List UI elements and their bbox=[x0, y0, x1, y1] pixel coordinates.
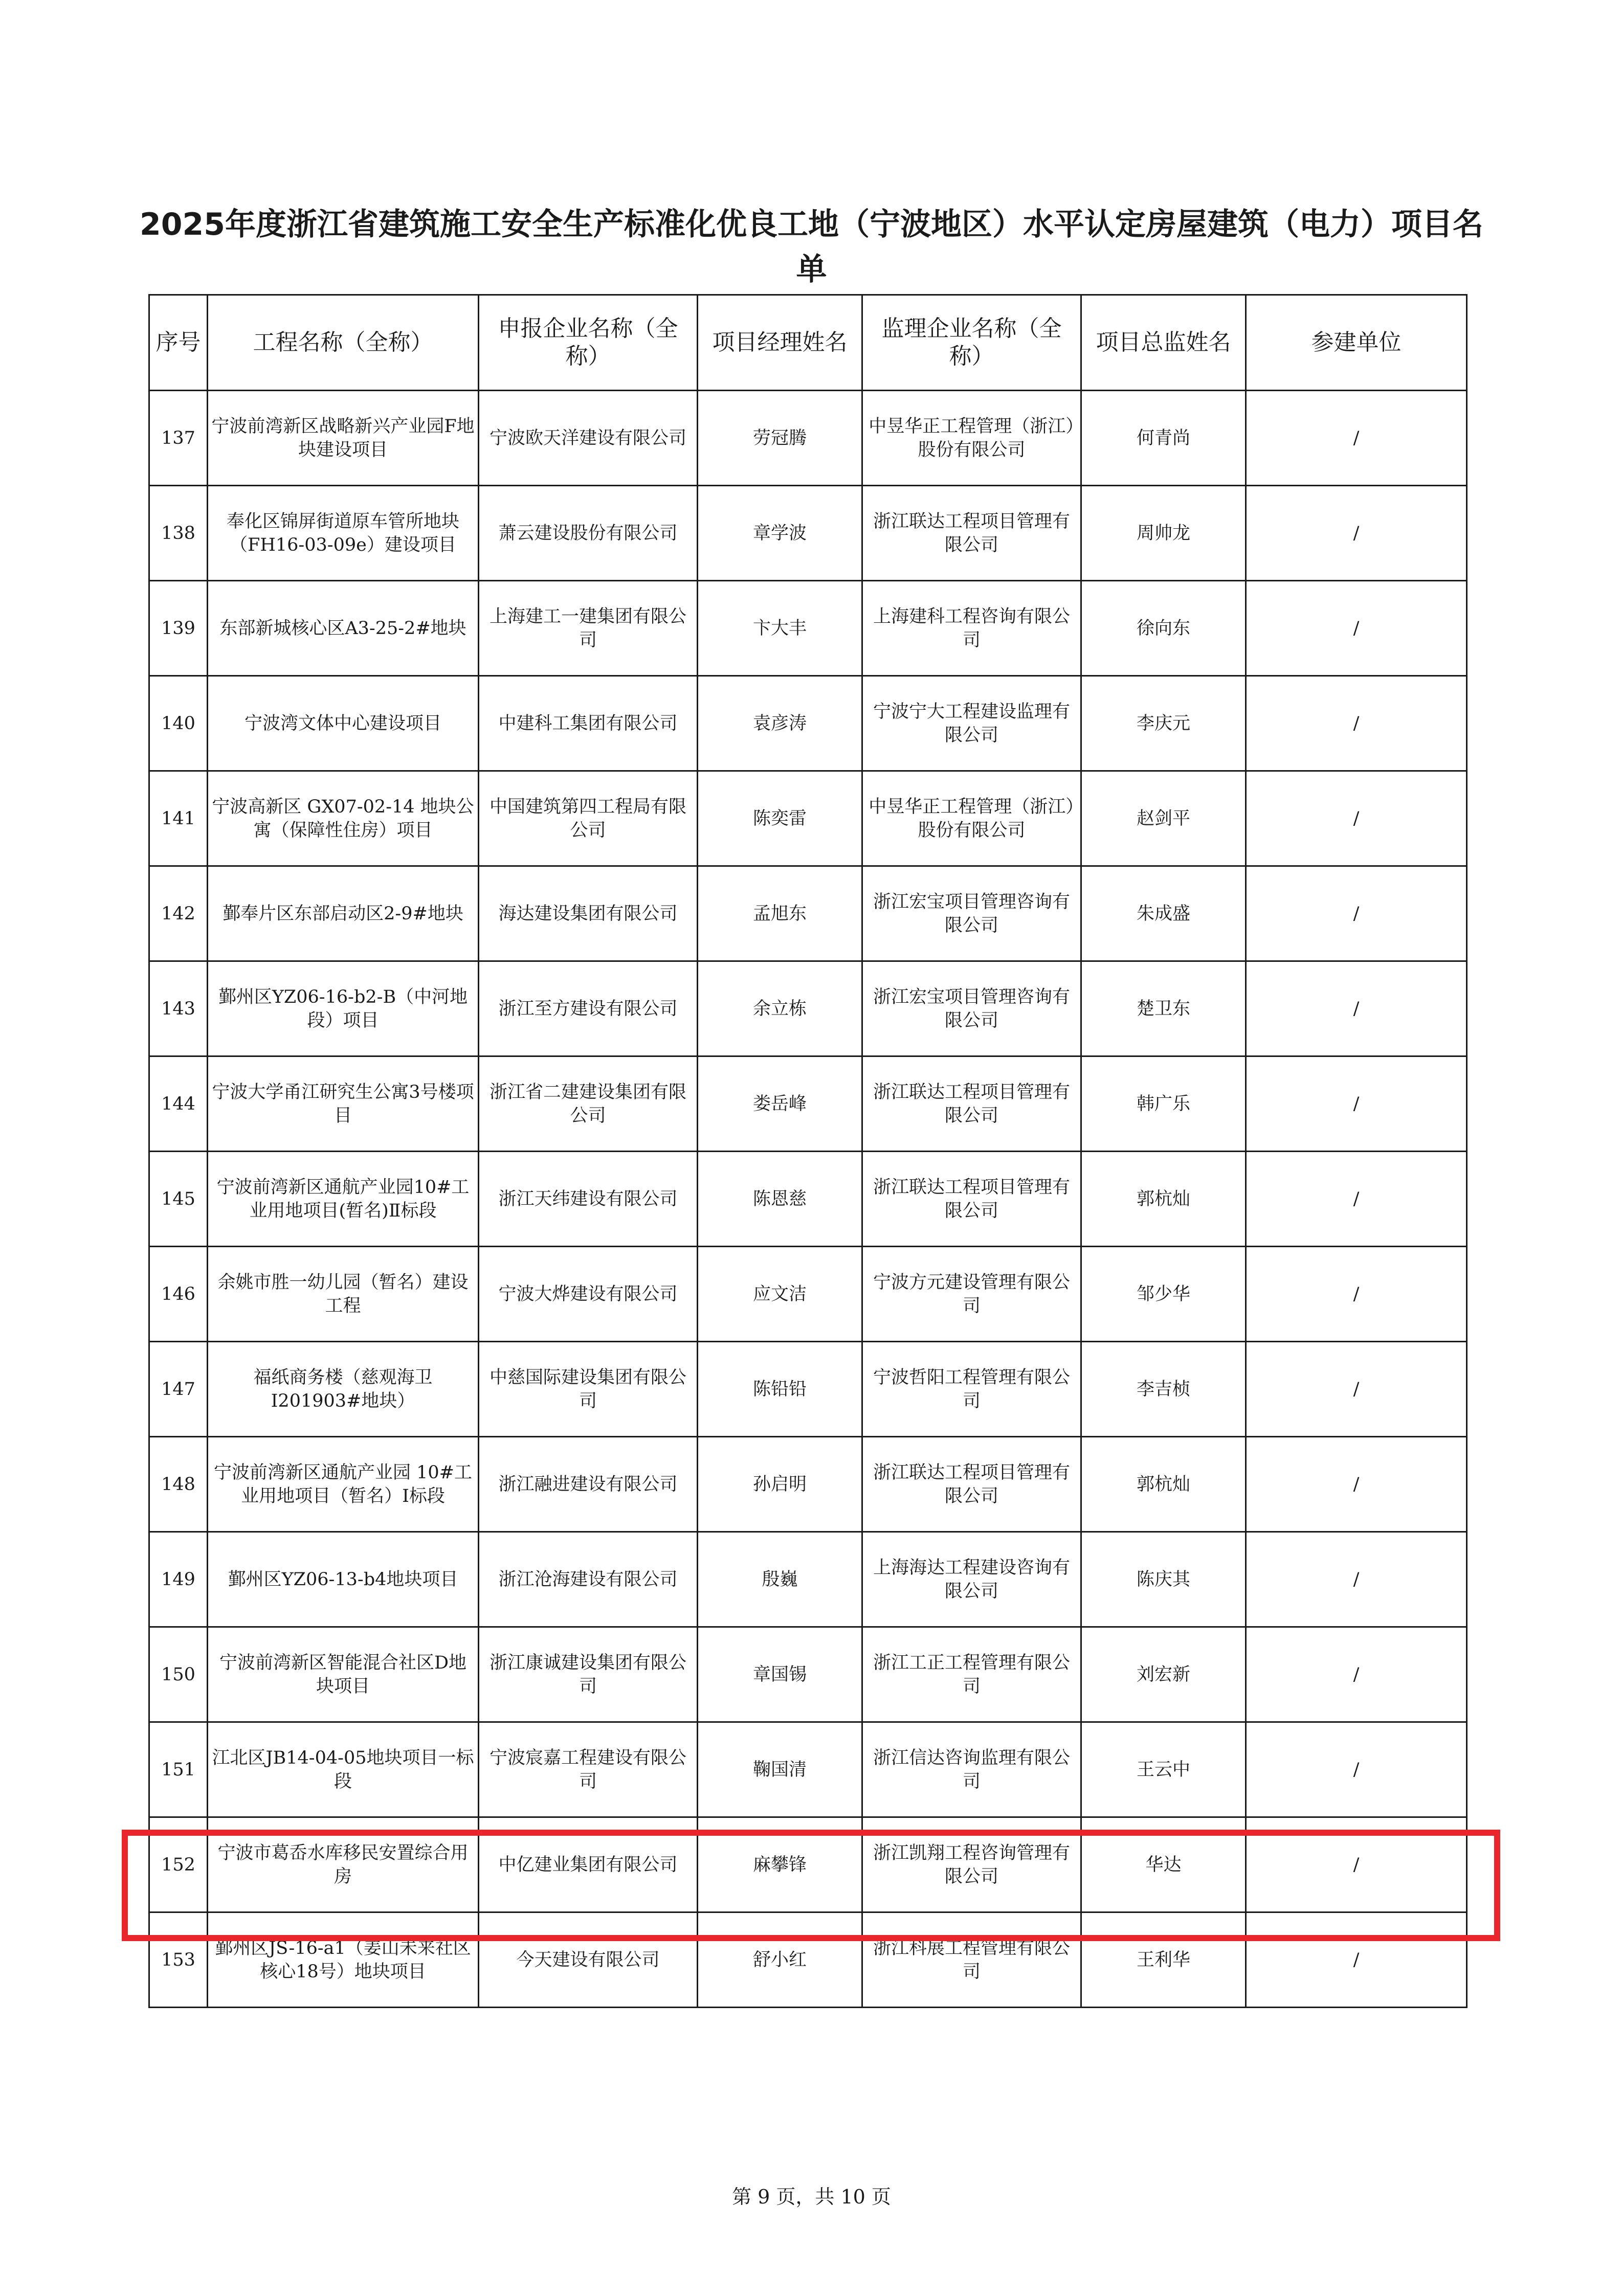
page-footer: 第 9 页，共 10 页 bbox=[732, 2186, 891, 2208]
cell-applicant: 中建科工集团有限公司 bbox=[479, 676, 698, 771]
cell-director: 郭杭灿 bbox=[1081, 1152, 1246, 1247]
cell-applicant: 萧云建设股份有限公司 bbox=[479, 486, 698, 581]
cell-supervisor: 宁波宁大工程建设监理有限公司 bbox=[862, 676, 1081, 771]
cell-project: 宁波高新区 GX07-02-14 地块公寓（保障性住房）项目 bbox=[208, 771, 479, 866]
cell-supervisor: 中昱华正工程管理（浙江）股份有限公司 bbox=[862, 391, 1081, 486]
cell-applicant: 中慈国际建设集团有限公司 bbox=[479, 1342, 698, 1437]
cell-applicant: 中亿建业集团有限公司 bbox=[479, 1817, 698, 1912]
cell-participant: / bbox=[1246, 1247, 1467, 1342]
cell-project: 宁波大学甬江研究生公寓3号楼项目 bbox=[208, 1056, 479, 1152]
table-row bbox=[149, 581, 1467, 676]
cell-project: 鄞奉片区东部启动区2-9#地块 bbox=[208, 866, 479, 961]
cell-participant: / bbox=[1246, 391, 1467, 486]
cell-manager: 陈奕雷 bbox=[698, 771, 862, 866]
cell-applicant: 浙江省二建建设集团有限公司 bbox=[479, 1056, 698, 1152]
cell-manager: 应文洁 bbox=[698, 1247, 862, 1342]
cell-no: 138 bbox=[149, 486, 208, 581]
cell-manager: 陈铅铅 bbox=[698, 1342, 862, 1437]
cell-director: 朱成盛 bbox=[1081, 866, 1246, 961]
cell-manager: 劳冠腾 bbox=[698, 391, 862, 486]
cell-director: 郭杭灿 bbox=[1081, 1437, 1246, 1532]
cell-participant: / bbox=[1246, 1817, 1467, 1912]
cell-supervisor: 宁波方元建设管理有限公司 bbox=[862, 1247, 1081, 1342]
cell-no: 147 bbox=[149, 1342, 208, 1437]
header-project: 工程名称（全称） bbox=[208, 295, 479, 391]
table-row bbox=[149, 1056, 1467, 1152]
cell-manager: 麻攀锋 bbox=[698, 1817, 862, 1912]
cell-supervisor: 浙江工正工程管理有限公司 bbox=[862, 1627, 1081, 1722]
cell-manager: 娄岳峰 bbox=[698, 1056, 862, 1152]
cell-participant: / bbox=[1246, 1342, 1467, 1437]
cell-supervisor: 上海建科工程咨询有限公司 bbox=[862, 581, 1081, 676]
cell-director: 华达 bbox=[1081, 1817, 1246, 1912]
cell-director: 何青尚 bbox=[1081, 391, 1246, 486]
cell-applicant: 中国建筑第四工程局有限公司 bbox=[479, 771, 698, 866]
cell-manager: 余立栋 bbox=[698, 961, 862, 1056]
cell-supervisor: 浙江联达工程项目管理有限公司 bbox=[862, 1056, 1081, 1152]
cell-participant: / bbox=[1246, 866, 1467, 961]
cell-supervisor: 浙江信达咨询监理有限公司 bbox=[862, 1722, 1081, 1817]
cell-project: 宁波前湾新区通航产业园 10#工业用地项目（暂名）Ⅰ标段 bbox=[208, 1437, 479, 1532]
cell-manager: 孙启明 bbox=[698, 1437, 862, 1532]
cell-participant: / bbox=[1246, 581, 1467, 676]
cell-participant: / bbox=[1246, 771, 1467, 866]
cell-director: 赵剑平 bbox=[1081, 771, 1246, 866]
table-row bbox=[149, 866, 1467, 961]
cell-no: 145 bbox=[149, 1152, 208, 1247]
cell-manager: 鞠国清 bbox=[698, 1722, 862, 1817]
cell-director: 李庆元 bbox=[1081, 676, 1246, 771]
header-supervisor: 监理企业名称（全称） bbox=[862, 295, 1081, 391]
cell-project: 宁波湾文体中心建设项目 bbox=[208, 676, 479, 771]
cell-participant: / bbox=[1246, 676, 1467, 771]
cell-no: 148 bbox=[149, 1437, 208, 1532]
cell-manager: 卞大丰 bbox=[698, 581, 862, 676]
cell-participant: / bbox=[1246, 1722, 1467, 1817]
page-title: 2025年度浙江省建筑施工安全生产标准化优良工地（宁波地区）水平认定房屋建筑（电力）项目名单 bbox=[140, 207, 1483, 287]
cell-applicant: 浙江天纬建设有限公司 bbox=[479, 1152, 698, 1247]
table-row bbox=[149, 961, 1467, 1056]
cell-applicant: 浙江至方建设有限公司 bbox=[479, 961, 698, 1056]
cell-supervisor: 浙江联达工程项目管理有限公司 bbox=[862, 486, 1081, 581]
cell-manager: 章学波 bbox=[698, 486, 862, 581]
cell-participant: / bbox=[1246, 486, 1467, 581]
cell-applicant: 宁波欧天洋建设有限公司 bbox=[479, 391, 698, 486]
cell-director: 李吉桢 bbox=[1081, 1342, 1246, 1437]
cell-project: 宁波前湾新区通航产业园10#工业用地项目(暂名)Ⅱ标段 bbox=[208, 1152, 479, 1247]
cell-no: 151 bbox=[149, 1722, 208, 1817]
cell-director: 周帅龙 bbox=[1081, 486, 1246, 581]
cell-director: 王云中 bbox=[1081, 1722, 1246, 1817]
cell-supervisor: 浙江联达工程项目管理有限公司 bbox=[862, 1152, 1081, 1247]
cell-supervisor: 浙江凯翔工程咨询管理有限公司 bbox=[862, 1817, 1081, 1912]
cell-applicant: 浙江沧海建设有限公司 bbox=[479, 1532, 698, 1627]
cell-no: 149 bbox=[149, 1532, 208, 1627]
cell-director: 陈庆其 bbox=[1081, 1532, 1246, 1627]
cell-participant: / bbox=[1246, 1437, 1467, 1532]
table-row bbox=[149, 1342, 1467, 1437]
cell-director: 楚卫东 bbox=[1081, 961, 1246, 1056]
cell-no: 142 bbox=[149, 866, 208, 961]
cell-participant: / bbox=[1246, 1627, 1467, 1722]
cell-project: 江北区JB14-04-05地块项目一标段 bbox=[208, 1722, 479, 1817]
cell-participant: / bbox=[1246, 1152, 1467, 1247]
cell-project: 余姚市胜一幼儿园（暂名）建设工程 bbox=[208, 1247, 479, 1342]
table-row bbox=[149, 1722, 1467, 1817]
cell-manager: 章国锡 bbox=[698, 1627, 862, 1722]
cell-project: 宁波前湾新区智能混合社区D地块项目 bbox=[208, 1627, 479, 1722]
cell-supervisor: 浙江联达工程项目管理有限公司 bbox=[862, 1437, 1081, 1532]
cell-participant: / bbox=[1246, 1056, 1467, 1152]
cell-manager: 孟旭东 bbox=[698, 866, 862, 961]
cell-no: 140 bbox=[149, 676, 208, 771]
cell-supervisor: 上海海达工程建设咨询有限公司 bbox=[862, 1532, 1081, 1627]
header-no: 序号 bbox=[149, 295, 208, 391]
cell-supervisor: 中昱华正工程管理（浙江）股份有限公司 bbox=[862, 771, 1081, 866]
cell-applicant: 浙江融进建设有限公司 bbox=[479, 1437, 698, 1532]
cell-manager: 陈恩慈 bbox=[698, 1152, 862, 1247]
cell-participant: / bbox=[1246, 1532, 1467, 1627]
cell-supervisor: 浙江宏宝项目管理咨询有限公司 bbox=[862, 866, 1081, 961]
cell-project: 东部新城核心区A3-25-2#地块 bbox=[208, 581, 479, 676]
cell-no: 141 bbox=[149, 771, 208, 866]
project-table bbox=[148, 294, 1468, 2008]
cell-project: 鄞州区YZ06-16-b2-B（中河地段）项目 bbox=[208, 961, 479, 1056]
cell-applicant: 宁波宸嘉工程建设有限公司 bbox=[479, 1722, 698, 1817]
cell-participant: / bbox=[1246, 1912, 1467, 2008]
cell-manager: 袁彦涛 bbox=[698, 676, 862, 771]
table-row bbox=[149, 771, 1467, 866]
cell-project: 奉化区锦屏街道原车管所地块（FH16-03-09e）建设项目 bbox=[208, 486, 479, 581]
table-row bbox=[149, 486, 1467, 581]
table-row bbox=[149, 1532, 1467, 1627]
highlight-box bbox=[122, 1830, 1500, 1941]
cell-director: 刘宏新 bbox=[1081, 1627, 1246, 1722]
cell-applicant: 上海建工一建集团有限公司 bbox=[479, 581, 698, 676]
cell-no: 139 bbox=[149, 581, 208, 676]
cell-supervisor: 宁波哲阳工程管理有限公司 bbox=[862, 1342, 1081, 1437]
table-row bbox=[149, 1247, 1467, 1342]
cell-no: 146 bbox=[149, 1247, 208, 1342]
cell-no: 152 bbox=[149, 1817, 208, 1912]
table-row bbox=[149, 1627, 1467, 1722]
cell-applicant: 海达建设集团有限公司 bbox=[479, 866, 698, 961]
cell-manager: 舒小红 bbox=[698, 1912, 862, 2008]
cell-director: 邹少华 bbox=[1081, 1247, 1246, 1342]
cell-no: 150 bbox=[149, 1627, 208, 1722]
cell-applicant: 宁波大烨建设有限公司 bbox=[479, 1247, 698, 1342]
cell-no: 144 bbox=[149, 1056, 208, 1152]
cell-no: 143 bbox=[149, 961, 208, 1056]
cell-project: 宁波市葛岙水库移民安置综合用房 bbox=[208, 1817, 479, 1912]
cell-project: 鄞州区JS-16-a1（姜山未来社区核心18号）地块项目 bbox=[208, 1912, 479, 2008]
cell-no: 137 bbox=[149, 391, 208, 486]
header-participant: 参建单位 bbox=[1246, 295, 1467, 391]
header-applicant: 申报企业名称（全称） bbox=[479, 295, 698, 391]
cell-director: 王利华 bbox=[1081, 1912, 1246, 2008]
cell-no: 153 bbox=[149, 1912, 208, 2008]
cell-project: 福纸商务楼（慈观海卫I201903#地块） bbox=[208, 1342, 479, 1437]
cell-applicant: 浙江康诚建设集团有限公司 bbox=[479, 1627, 698, 1722]
table-row bbox=[149, 391, 1467, 486]
cell-project: 宁波前湾新区战略新兴产业园F地块建设项目 bbox=[208, 391, 479, 486]
table-row bbox=[149, 676, 1467, 771]
cell-director: 徐向东 bbox=[1081, 581, 1246, 676]
cell-applicant: 今天建设有限公司 bbox=[479, 1912, 698, 2008]
cell-manager: 殷巍 bbox=[698, 1532, 862, 1627]
table-row bbox=[149, 1437, 1467, 1532]
cell-supervisor: 浙江科展工程管理有限公司 bbox=[862, 1912, 1081, 2008]
cell-director: 韩广乐 bbox=[1081, 1056, 1246, 1152]
cell-participant: / bbox=[1246, 961, 1467, 1056]
header-director: 项目总监姓名 bbox=[1081, 295, 1246, 391]
table-row bbox=[149, 1152, 1467, 1247]
table-header-row bbox=[149, 295, 1467, 391]
cell-supervisor: 浙江宏宝项目管理咨询有限公司 bbox=[862, 961, 1081, 1056]
header-manager: 项目经理姓名 bbox=[698, 295, 862, 391]
cell-project: 鄞州区YZ06-13-b4地块项目 bbox=[208, 1532, 479, 1627]
